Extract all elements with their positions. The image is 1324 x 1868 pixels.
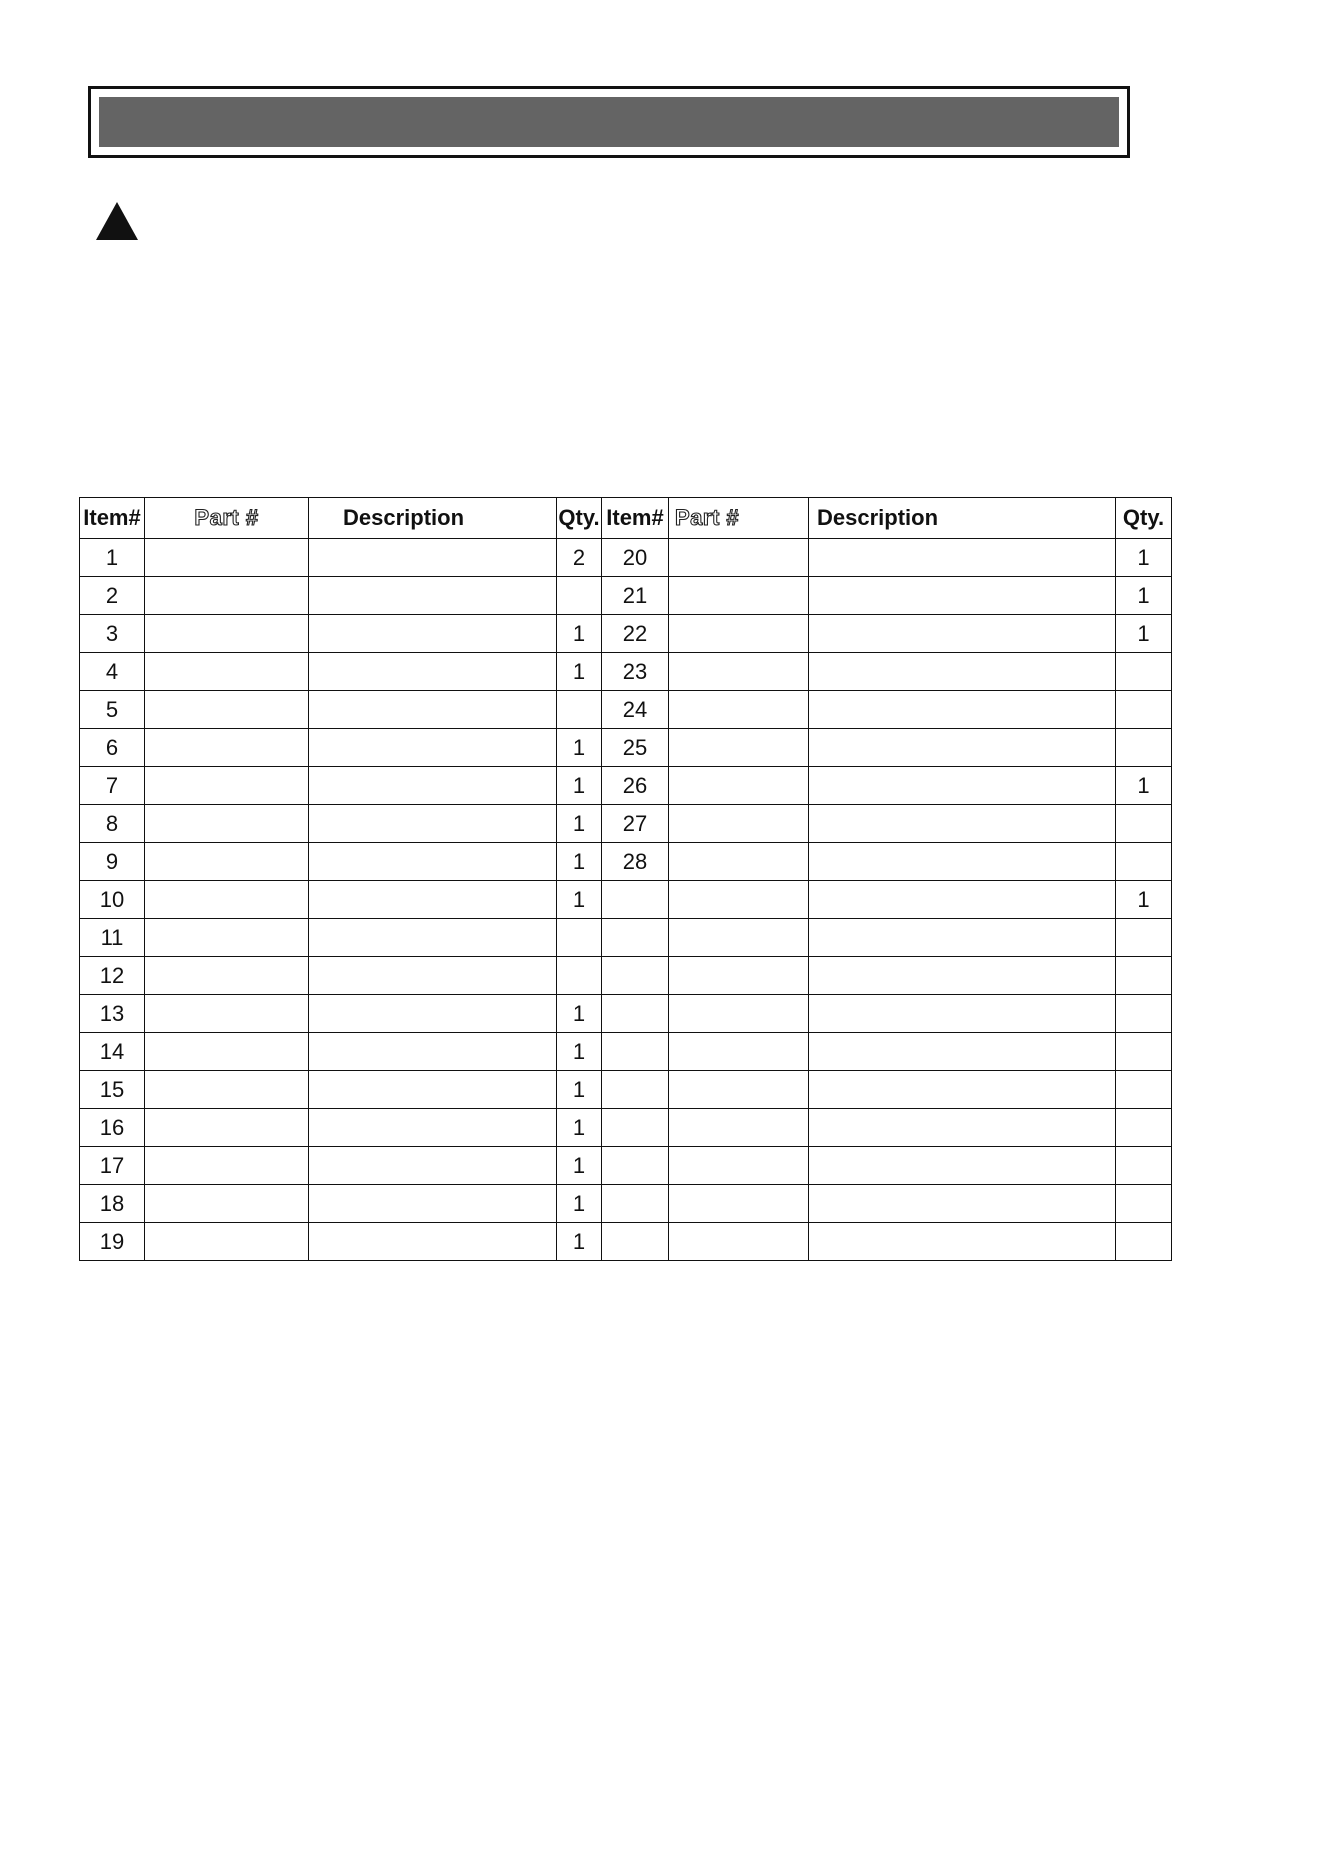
table-row <box>80 1223 1172 1261</box>
cell-item-number-2 <box>602 1109 669 1147</box>
cell-item-number: 4 <box>80 653 145 691</box>
cell-quantity-2 <box>1116 1185 1172 1223</box>
cell-item-number-2 <box>602 1223 669 1261</box>
cell-item-number: 19 <box>80 1223 145 1261</box>
cell-description <box>309 767 557 805</box>
cell-part-number-2 <box>669 1185 809 1223</box>
cell-part-number-2 <box>669 805 809 843</box>
cell-item-number: 6 <box>80 729 145 767</box>
cell-item-number: 17 <box>80 1147 145 1185</box>
header-banner-fill <box>99 97 1119 147</box>
cell-part-number-2 <box>669 539 809 577</box>
table-row <box>80 767 1172 805</box>
parts-list-table <box>79 497 1172 1261</box>
cell-quantity: 1 <box>557 1147 602 1185</box>
cell-part-number <box>145 729 309 767</box>
cell-quantity-2 <box>1116 919 1172 957</box>
cell-description-2 <box>809 653 1116 691</box>
cell-item-number: 15 <box>80 1071 145 1109</box>
cell-description-2 <box>809 729 1116 767</box>
cell-description-2 <box>809 1223 1116 1261</box>
cell-description-2 <box>809 1033 1116 1071</box>
cell-quantity-2 <box>1116 995 1172 1033</box>
header-part-number: Part # <box>145 498 309 539</box>
cell-item-number: 9 <box>80 843 145 881</box>
cell-part-number <box>145 995 309 1033</box>
header-item-number-2: Item# <box>602 498 669 539</box>
cell-quantity: 1 <box>557 843 602 881</box>
cell-item-number-2: 23 <box>602 653 669 691</box>
cell-part-number-2 <box>669 957 809 995</box>
cell-quantity <box>557 577 602 615</box>
table-row <box>80 1033 1172 1071</box>
cell-quantity: 1 <box>557 1109 602 1147</box>
cell-quantity-2 <box>1116 691 1172 729</box>
cell-quantity-2: 1 <box>1116 539 1172 577</box>
cell-item-number: 8 <box>80 805 145 843</box>
cell-quantity-2 <box>1116 1071 1172 1109</box>
cell-part-number <box>145 767 309 805</box>
cell-quantity-2 <box>1116 729 1172 767</box>
cell-description <box>309 1147 557 1185</box>
cell-description-2 <box>809 957 1116 995</box>
cell-description-2 <box>809 995 1116 1033</box>
cell-quantity <box>557 919 602 957</box>
cell-item-number-2 <box>602 881 669 919</box>
cell-quantity: 1 <box>557 881 602 919</box>
cell-quantity: 1 <box>557 653 602 691</box>
cell-description <box>309 1071 557 1109</box>
cell-part-number <box>145 1185 309 1223</box>
cell-part-number <box>145 653 309 691</box>
cell-part-number <box>145 1223 309 1261</box>
cell-quantity-2: 1 <box>1116 615 1172 653</box>
cell-part-number-2 <box>669 995 809 1033</box>
cell-quantity-2 <box>1116 1223 1172 1261</box>
table-row <box>80 1109 1172 1147</box>
cell-item-number-2: 28 <box>602 843 669 881</box>
cell-part-number <box>145 615 309 653</box>
cell-item-number: 18 <box>80 1185 145 1223</box>
cell-item-number: 1 <box>80 539 145 577</box>
header-banner <box>88 86 1130 158</box>
cell-part-number <box>145 691 309 729</box>
cell-description <box>309 1185 557 1223</box>
cell-quantity-2: 1 <box>1116 767 1172 805</box>
cell-part-number <box>145 1147 309 1185</box>
cell-quantity <box>557 691 602 729</box>
header-description-2: Description <box>809 498 1116 539</box>
cell-part-number-2 <box>669 1109 809 1147</box>
cell-item-number: 3 <box>80 615 145 653</box>
header-quantity-2: Qty. <box>1116 498 1172 539</box>
cell-item-number: 12 <box>80 957 145 995</box>
cell-description <box>309 653 557 691</box>
cell-description-2 <box>809 881 1116 919</box>
cell-description <box>309 805 557 843</box>
cell-quantity: 1 <box>557 1033 602 1071</box>
cell-description-2 <box>809 919 1116 957</box>
cell-item-number: 11 <box>80 919 145 957</box>
table-row <box>80 1071 1172 1109</box>
cell-description-2 <box>809 843 1116 881</box>
cell-quantity: 1 <box>557 1185 602 1223</box>
cell-part-number-2 <box>669 767 809 805</box>
cell-part-number-2 <box>669 1033 809 1071</box>
cell-description <box>309 1033 557 1071</box>
cell-item-number-2: 22 <box>602 615 669 653</box>
cell-description-2 <box>809 1109 1116 1147</box>
cell-part-number <box>145 843 309 881</box>
header-part-number-2: Part # <box>669 498 809 539</box>
cell-description <box>309 881 557 919</box>
cell-quantity-2 <box>1116 1109 1172 1147</box>
cell-part-number <box>145 539 309 577</box>
table-row <box>80 843 1172 881</box>
cell-quantity-2 <box>1116 957 1172 995</box>
cell-description <box>309 843 557 881</box>
table-row <box>80 691 1172 729</box>
warning-triangle-icon <box>94 200 140 242</box>
cell-part-number-2 <box>669 843 809 881</box>
cell-description <box>309 539 557 577</box>
table-header-row <box>80 498 1172 539</box>
cell-item-number-2 <box>602 919 669 957</box>
cell-quantity-2 <box>1116 843 1172 881</box>
cell-description-2 <box>809 767 1116 805</box>
cell-description <box>309 995 557 1033</box>
cell-item-number-2: 27 <box>602 805 669 843</box>
cell-description <box>309 615 557 653</box>
cell-quantity: 1 <box>557 615 602 653</box>
cell-item-number-2 <box>602 957 669 995</box>
table-row <box>80 1185 1172 1223</box>
cell-description-2 <box>809 1185 1116 1223</box>
cell-part-number <box>145 919 309 957</box>
cell-item-number: 14 <box>80 1033 145 1071</box>
cell-part-number-2 <box>669 729 809 767</box>
table-row <box>80 1147 1172 1185</box>
cell-part-number-2 <box>669 577 809 615</box>
cell-description-2 <box>809 615 1116 653</box>
cell-part-number-2 <box>669 881 809 919</box>
cell-part-number <box>145 805 309 843</box>
table-row <box>80 881 1172 919</box>
cell-part-number <box>145 1071 309 1109</box>
cell-description <box>309 729 557 767</box>
cell-part-number-2 <box>669 1147 809 1185</box>
cell-description <box>309 919 557 957</box>
cell-item-number: 5 <box>80 691 145 729</box>
cell-part-number-2 <box>669 653 809 691</box>
cell-description-2 <box>809 539 1116 577</box>
cell-part-number <box>145 1109 309 1147</box>
cell-item-number-2: 26 <box>602 767 669 805</box>
table-row <box>80 995 1172 1033</box>
cell-item-number: 16 <box>80 1109 145 1147</box>
cell-description-2 <box>809 1071 1116 1109</box>
cell-part-number-2 <box>669 919 809 957</box>
cell-part-number <box>145 577 309 615</box>
table-row <box>80 653 1172 691</box>
cell-part-number <box>145 881 309 919</box>
cell-description <box>309 1109 557 1147</box>
cell-quantity-2 <box>1116 653 1172 691</box>
cell-quantity: 2 <box>557 539 602 577</box>
table-row <box>80 539 1172 577</box>
cell-item-number-2 <box>602 995 669 1033</box>
cell-quantity: 1 <box>557 805 602 843</box>
cell-quantity: 1 <box>557 1071 602 1109</box>
cell-part-number <box>145 957 309 995</box>
cell-item-number-2 <box>602 1033 669 1071</box>
cell-description <box>309 1223 557 1261</box>
cell-part-number-2 <box>669 691 809 729</box>
cell-description-2 <box>809 805 1116 843</box>
cell-item-number-2: 20 <box>602 539 669 577</box>
cell-part-number-2 <box>669 1071 809 1109</box>
cell-description <box>309 577 557 615</box>
cell-item-number: 10 <box>80 881 145 919</box>
table-row <box>80 919 1172 957</box>
table-row <box>80 805 1172 843</box>
cell-description <box>309 957 557 995</box>
cell-quantity-2: 1 <box>1116 577 1172 615</box>
cell-part-number <box>145 1033 309 1071</box>
table-row <box>80 729 1172 767</box>
cell-item-number-2: 25 <box>602 729 669 767</box>
cell-quantity-2: 1 <box>1116 881 1172 919</box>
cell-item-number: 7 <box>80 767 145 805</box>
cell-quantity: 1 <box>557 1223 602 1261</box>
cell-quantity: 1 <box>557 995 602 1033</box>
cell-quantity: 1 <box>557 767 602 805</box>
cell-item-number: 2 <box>80 577 145 615</box>
header-quantity: Qty. <box>557 498 602 539</box>
cell-description-2 <box>809 577 1116 615</box>
cell-description-2 <box>809 691 1116 729</box>
cell-item-number-2: 24 <box>602 691 669 729</box>
cell-description-2 <box>809 1147 1116 1185</box>
cell-item-number-2: 21 <box>602 577 669 615</box>
cell-quantity-2 <box>1116 1147 1172 1185</box>
cell-item-number-2 <box>602 1071 669 1109</box>
cell-part-number-2 <box>669 1223 809 1261</box>
table-row <box>80 957 1172 995</box>
cell-item-number-2 <box>602 1147 669 1185</box>
cell-part-number-2 <box>669 615 809 653</box>
cell-quantity-2 <box>1116 1033 1172 1071</box>
table-row <box>80 577 1172 615</box>
cell-quantity <box>557 957 602 995</box>
header-description: Description <box>309 498 557 539</box>
cell-item-number: 13 <box>80 995 145 1033</box>
header-item-number: Item# <box>80 498 145 539</box>
table-row <box>80 615 1172 653</box>
cell-quantity-2 <box>1116 805 1172 843</box>
cell-description <box>309 691 557 729</box>
cell-quantity: 1 <box>557 729 602 767</box>
cell-item-number-2 <box>602 1185 669 1223</box>
